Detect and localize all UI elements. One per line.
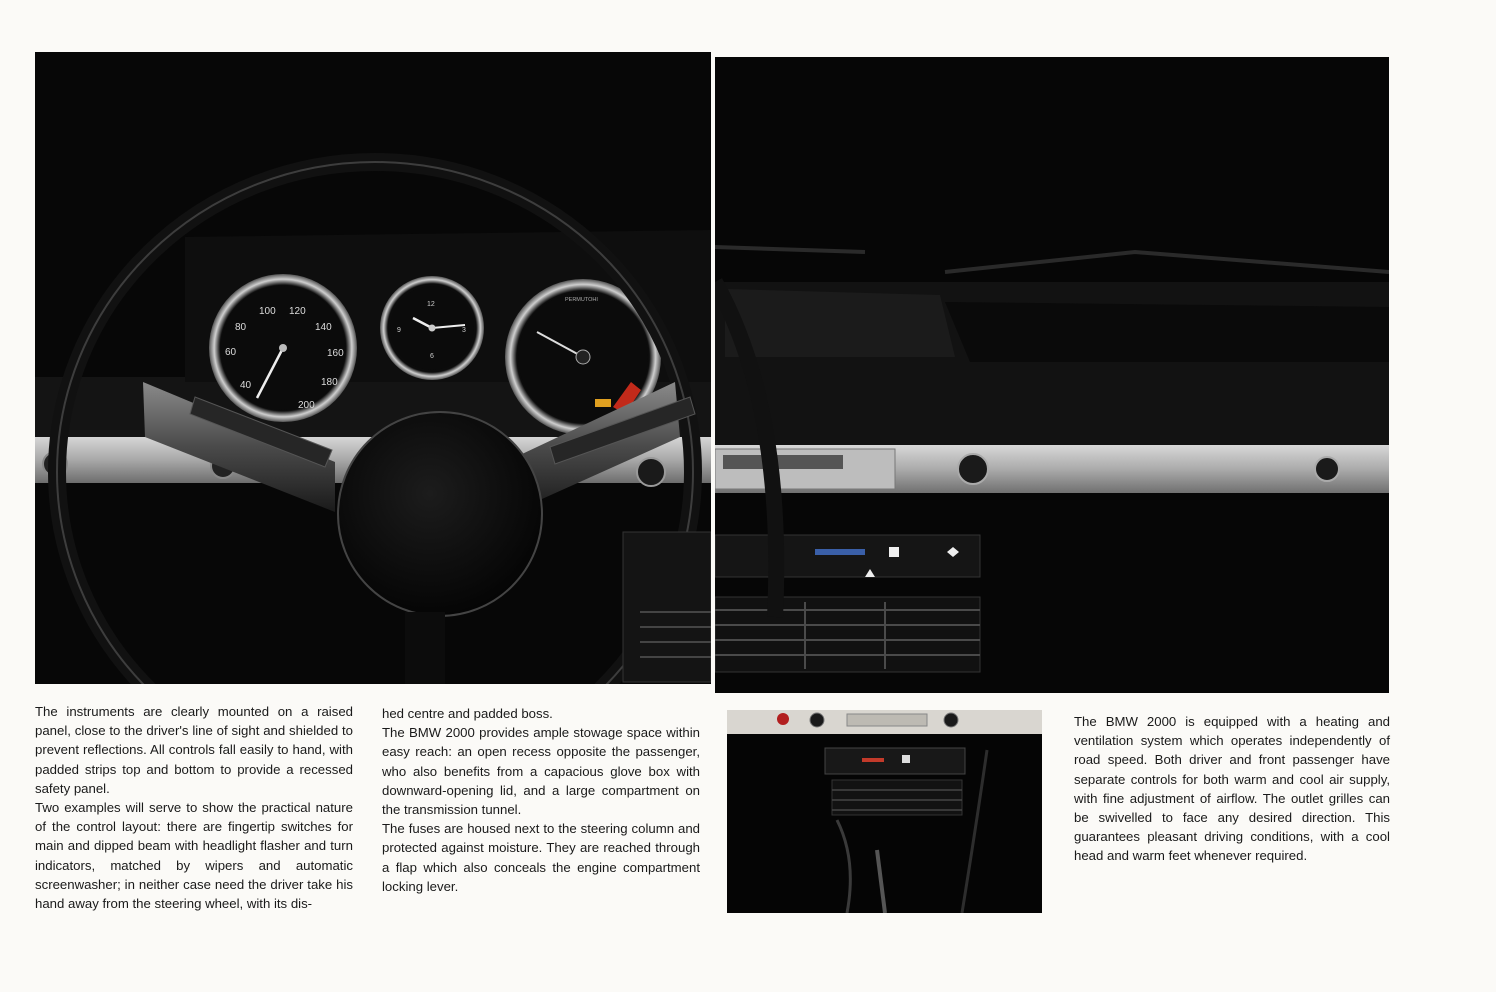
- body-paragraph: The instruments are clearly mounted on a raised panel, close to the driver's line of sight and shielded to prevent reflections. All controls fall easily to hand, with padded strips top and bottom to provide a recessed safety panel.: [35, 704, 353, 796]
- body-text-column-right: [1074, 712, 1390, 866]
- tachometer-brand: PERMUTOHI: [565, 297, 598, 303]
- center-console-left: [623, 532, 711, 682]
- body-text-column-left: [35, 702, 353, 913]
- body-paragraph: hed centre and padded boss.: [382, 706, 553, 721]
- vent-grille: [715, 597, 980, 672]
- speedo-tick-label: 60: [225, 347, 237, 358]
- dashboard-illustration-right: [715, 57, 1389, 693]
- body-paragraph: The BMW 2000 provides ample stowage space within easy reach: an open recess opposite the passenger, who also benefits from a capacious glove box with downward-opening lid, and a large compartment on the transmission tunnel.: [382, 725, 700, 818]
- clock-numeral: 3: [462, 327, 466, 334]
- body-text-column-middle: [382, 704, 700, 896]
- clock-numeral: 9: [397, 327, 401, 334]
- speedometer: [209, 274, 357, 422]
- body-paragraph: The fuses are housed next to the steering column and protected against moisture. They are reached through a flap which also conceals the engine compartment locking lever.: [382, 821, 700, 894]
- heater-control-panel: [715, 535, 980, 577]
- speedo-tick-label: 40: [240, 380, 252, 391]
- glovebox-handle: [723, 455, 843, 469]
- console-illustration: [727, 710, 1042, 913]
- dash-knob-icon: [637, 458, 665, 486]
- body-paragraph: Two examples will serve to show the practical nature of the control layout: there are fingertip switches for main and dipped beam with headlight flasher and turn indicators, matched by wipers and automatic screenwasher; in neither case need the driver take his hand away from the steering wheel, with its dis-: [35, 800, 353, 912]
- dash-knob-icon: [810, 713, 824, 727]
- dashboard-photo-right: [715, 57, 1389, 693]
- speedo-tick-label: 140: [315, 322, 332, 333]
- clock: [380, 276, 484, 380]
- speedo-tick-label: 100: [259, 306, 276, 317]
- speedo-tick-label: 200: [298, 400, 315, 411]
- clock-numeral: 6: [430, 353, 434, 360]
- dashboard-photo-left: [35, 52, 711, 684]
- dash-knob-icon: [944, 713, 958, 727]
- speedo-tick-label: 80: [235, 322, 247, 333]
- speedo-tick-label: 160: [327, 348, 344, 359]
- dashboard-illustration-left: [35, 52, 711, 684]
- dash-knob-icon: [958, 454, 988, 484]
- console-photo: [727, 710, 1042, 913]
- speedo-tick-label: 120: [289, 306, 306, 317]
- body-paragraph: The BMW 2000 is equipped with a heating and ventilation system which operates independently of road speed. Both driver and front passenger have separate controls for both warm and cool air supply, with fine adjustment of airflow. The outlet grilles can be swivelled to face any desired direction. This guarantees pleasant driving conditions, with a cool head and warm feet whenever required.: [1074, 714, 1390, 864]
- speaker-grille: [725, 289, 955, 357]
- speedo-tick-label: 180: [321, 377, 338, 388]
- steering-hub: [338, 412, 542, 616]
- clock-numeral: 12: [427, 301, 435, 308]
- red-knob-icon: [777, 713, 789, 725]
- dash-knob-icon: [1315, 457, 1339, 481]
